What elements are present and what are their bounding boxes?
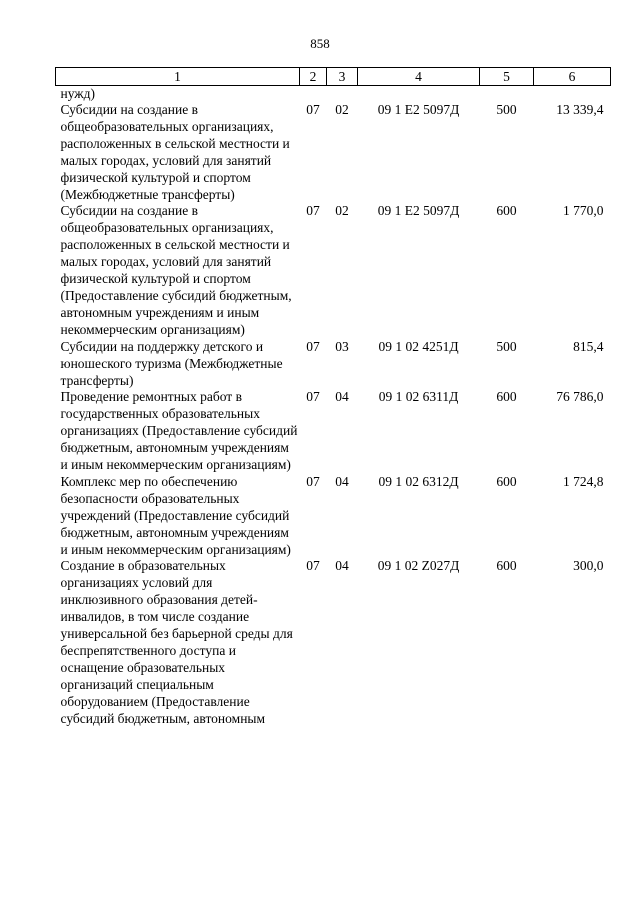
row-podrazdel: 02 <box>335 203 349 219</box>
continuation-row <box>56 86 611 103</box>
row-vr: 600 <box>496 203 517 219</box>
row-name: Комплекс мер по обеспечению безопасности образовательных учреждений (Предоставление субсидий бюджетным, автономным учреждениям и иным некоммерческим организациям) <box>60 473 291 557</box>
row-csr: 09 1 Е2 5097Д <box>377 102 460 117</box>
table-row <box>56 339 611 390</box>
row-razdel: 07 <box>306 558 320 574</box>
row-vr: 600 <box>496 558 517 574</box>
header-cell-5: 5 <box>480 68 534 86</box>
row-name: Создание в образовательных организациях условий для инклюзивного образования детей-инвалидов, в том числе создание универсальной без барьерной среды для беспрепятственного доступа и оснащение образовательных организаций специальным оборудованием (Предоставление субсидий бюджетным, автономным <box>60 558 293 726</box>
row-sum: 1 724,8 <box>563 473 604 489</box>
budget-table <box>55 67 611 728</box>
row-vr: 600 <box>496 473 517 489</box>
row-razdel: 07 <box>306 473 320 489</box>
continuation-text: нужд) <box>60 86 95 101</box>
row-vr: 500 <box>496 338 517 354</box>
row-sum: 300,0 <box>573 558 604 574</box>
row-name: Субсидии на создание в общеобразовательных организациях, расположенных в сельской местности и малых городах, условий для занятий физической культурой и спортом (Межбюджетные трансферты) <box>60 102 290 202</box>
row-vr: 500 <box>496 102 517 117</box>
row-name: Субсидии на поддержку детского и юношеского туризма (Межбюджетные трансферты) <box>60 338 283 388</box>
row-razdel: 07 <box>306 338 320 354</box>
header-cell-3: 3 <box>327 68 358 86</box>
table-row <box>56 203 611 338</box>
row-csr: 09 1 02 4251Д <box>378 338 459 354</box>
table-row <box>56 389 611 474</box>
row-razdel: 07 <box>306 102 320 117</box>
row-csr: 09 1 Е2 5097Д <box>377 203 460 219</box>
header-cell-6: 6 <box>534 68 611 86</box>
header-cell-1: 1 <box>56 68 300 86</box>
row-name: Проведение ремонтных работ в государственных образовательных организациях (Предоставление субсидий бюджетным, автономным учреждениям и иным некоммерческим организациям) <box>60 389 298 473</box>
row-sum: 13 339,4 <box>556 102 604 117</box>
row-podrazdel: 02 <box>335 102 349 117</box>
row-razdel: 07 <box>306 389 320 405</box>
row-podrazdel: 04 <box>335 473 349 489</box>
row-csr: 09 1 02 6311Д <box>378 389 459 405</box>
row-sum: 815,4 <box>573 338 604 354</box>
row-sum: 1 770,0 <box>563 203 604 219</box>
header-row <box>56 68 611 86</box>
table-row <box>56 102 611 203</box>
row-podrazdel: 03 <box>335 338 349 354</box>
row-csr: 09 1 02 6312Д <box>378 473 459 489</box>
row-vr: 600 <box>496 389 517 405</box>
table-row <box>56 474 611 559</box>
header-cell-4: 4 <box>358 68 480 86</box>
header-cell-2: 2 <box>300 68 327 86</box>
row-podrazdel: 04 <box>335 558 349 574</box>
row-csr: 09 1 02 Z027Д <box>377 558 460 574</box>
row-podrazdel: 04 <box>335 389 349 405</box>
page-number: 858 <box>310 36 330 51</box>
row-name: Субсидии на создание в общеобразовательных организациях, расположенных в сельской местности и малых городах, условий для занятий физической культурой и спортом (Предоставление субсидий бюджетным, автономным учреждениям и иным некоммерческим организациям) <box>60 203 292 337</box>
row-sum: 76 786,0 <box>556 389 604 405</box>
table-row <box>56 558 611 727</box>
row-razdel: 07 <box>306 203 320 219</box>
